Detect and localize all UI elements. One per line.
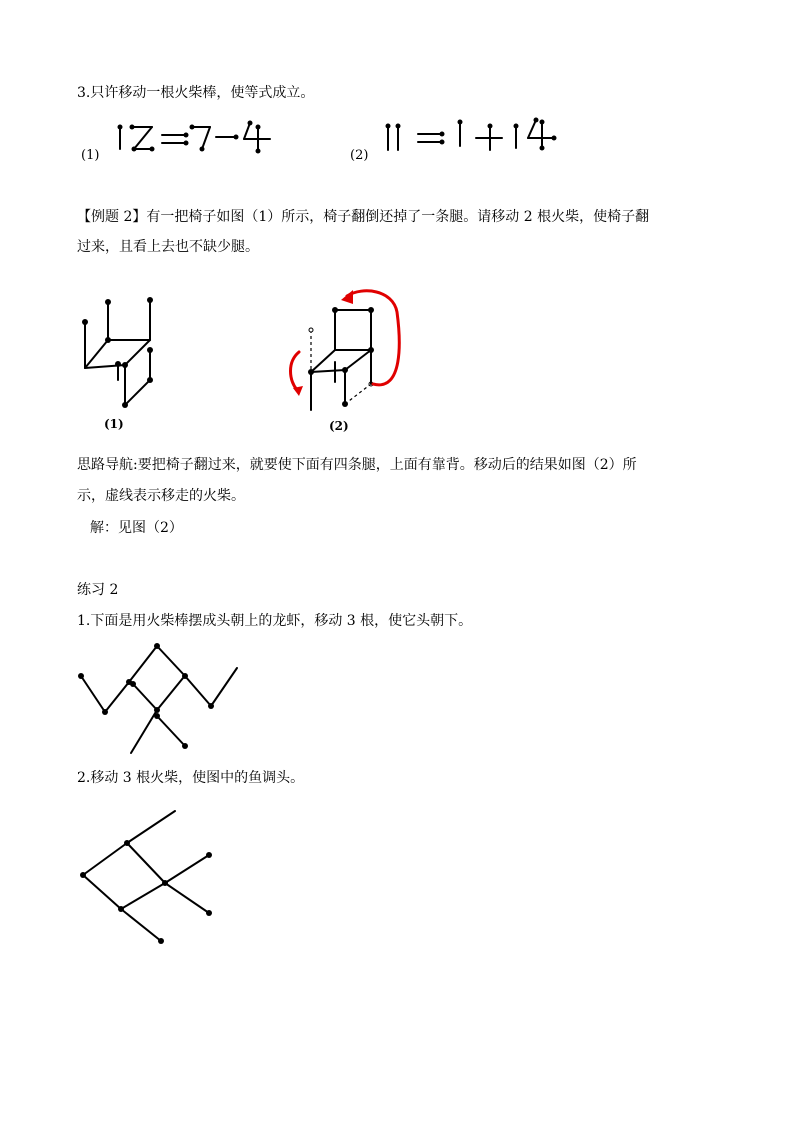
equation-1-figure	[110, 115, 280, 160]
chair-figure-2	[283, 282, 413, 412]
equation-1-label: (1)	[81, 148, 100, 163]
chair-figure-2-label: (2)	[329, 419, 349, 433]
equation-2-label: (2)	[350, 148, 369, 163]
chair-figure-1	[70, 290, 170, 415]
example-2-line-1: 【例题 2】有一把椅子如图（1）所示，椅子翻倒还掉了一条腿。请移动 2 根火柴，使椅子翻	[77, 209, 650, 225]
chair-figure-1-label: (1)	[104, 417, 124, 431]
equation-2-figure	[380, 112, 560, 157]
guide-line-1: 思路导航:要把椅子翻过来，就要使下面有四条腿，上面有靠背。移动后的结果如图（2）所	[77, 457, 637, 473]
practice-2-title: 练习 2	[77, 582, 119, 598]
practice-2-question-2: 2.移动 3 根火柴，使图中的鱼调头。	[77, 770, 305, 786]
practice-2-question-1: 1.下面是用火柴棒摆成头朝上的龙虾，移动 3 根，使它头朝下。	[77, 613, 473, 629]
example-2-line-2: 过来，且看上去也不缺少腿。	[77, 239, 259, 255]
question-3-title: 3.只许移动一根火柴棒，使等式成立。	[77, 85, 315, 101]
fish-figure	[75, 805, 225, 955]
solution-text: 解：见图（2）	[90, 520, 183, 536]
guide-line-2: 示，虚线表示移走的火柴。	[77, 488, 245, 504]
lobster-figure	[75, 638, 245, 758]
